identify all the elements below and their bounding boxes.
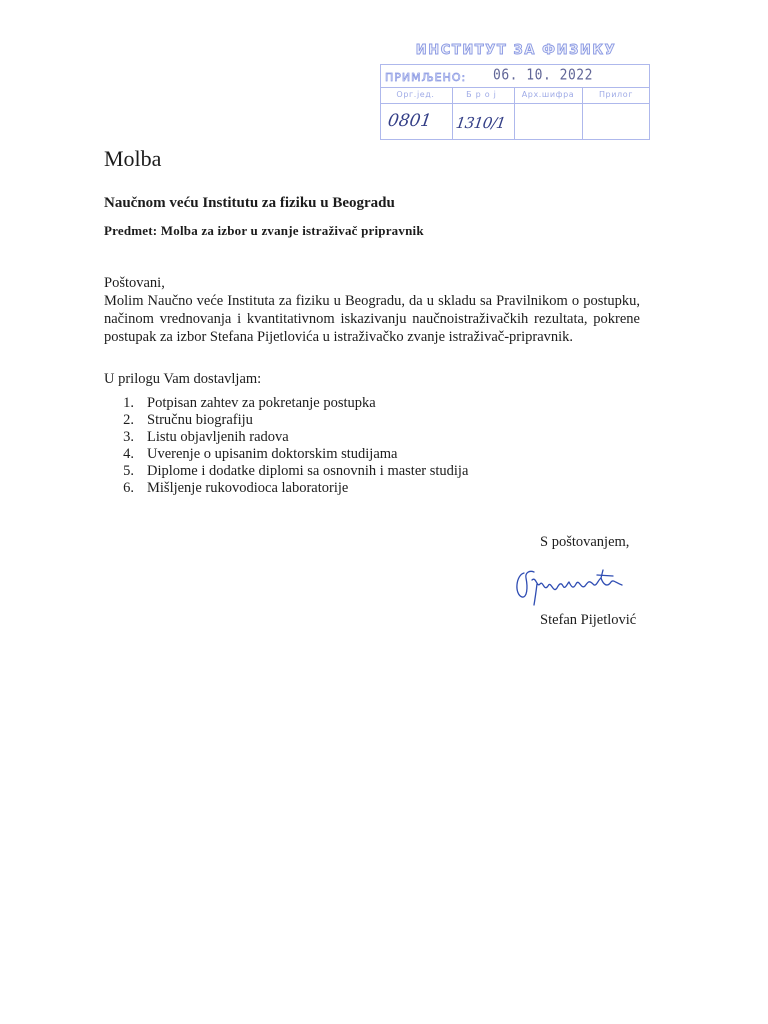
stamp-number-value: 1310/1 xyxy=(454,114,506,132)
stamp-column-attachment: Прилог xyxy=(583,87,650,103)
list-item-text: Listu objavljenih radova xyxy=(147,429,289,445)
subject-line: Predmet: Molba za izbor u zvanje istraživač pripravnik xyxy=(104,223,424,238)
registry-stamp xyxy=(378,40,654,142)
list-item-text: Potpisan zahtev za pokretanje postupka xyxy=(147,395,376,411)
stamp-grid xyxy=(380,87,650,139)
body-line: postupak za izbor Stefana Pijetlovića u istraživačko zvanje istraživač-pripravnik. xyxy=(104,329,574,345)
list-item-number: 2. xyxy=(123,412,134,428)
stamp-cell-org-unit xyxy=(380,103,453,139)
stamp-org-unit-value: 0801 xyxy=(386,111,433,131)
list-item-number: 1. xyxy=(123,395,134,411)
list-item-text: Mišljenje rukovodioca laboratorije xyxy=(147,480,349,496)
list-item-text: Uverenje o upisanim doktorskim studijama xyxy=(147,446,398,462)
stamp-cell-archive xyxy=(515,103,583,139)
stamp-institution: ИНСТИТУТ ЗА ФИЗИКУ xyxy=(415,43,617,58)
body-line: načinom vrednovanja i kvantitativnom iskazivanju naučnoistraživačkih rezultata, pokrene xyxy=(104,311,640,327)
list-item-number: 6. xyxy=(123,480,134,496)
document-title: Molba xyxy=(104,146,162,171)
list-item-number: 3. xyxy=(123,429,134,445)
stamp-received-date: 06. 10. 2022 xyxy=(493,66,593,85)
list-item-number: 5. xyxy=(123,463,134,479)
salutation: Poštovani, xyxy=(104,275,165,291)
attachments-intro: U prilogu Vam dostavljam: xyxy=(104,371,262,387)
closing: S poštovanjem, xyxy=(540,534,630,550)
stamp-column-org-unit: Орг.јед. xyxy=(380,87,453,103)
list-item-text: Stručnu biografiju xyxy=(147,412,253,428)
stamp-cell-attachment xyxy=(583,103,650,139)
stamp-received-label: ПРИМЉЕНО: xyxy=(385,71,467,84)
stamp-box xyxy=(380,64,650,140)
signatory-name: Stefan Pijetlović xyxy=(540,612,637,628)
list-item-text: Diplome i dodatke diplomi sa osnovnih i master studija xyxy=(147,463,469,479)
stamp-column-archive: Арх.шифра xyxy=(515,87,583,103)
handwritten-signature xyxy=(512,566,632,610)
stamp-column-number: Број xyxy=(453,87,515,103)
list-item-number: 4. xyxy=(123,446,134,462)
body-line: Molim Naučno veće Instituta za fiziku u Beogradu, da u skladu sa Pravilnikom o postupku, xyxy=(104,293,640,309)
stamp-cell-number xyxy=(453,103,515,139)
addressee: Naučnom veću Institutu za fiziku u Beogradu xyxy=(104,195,395,211)
